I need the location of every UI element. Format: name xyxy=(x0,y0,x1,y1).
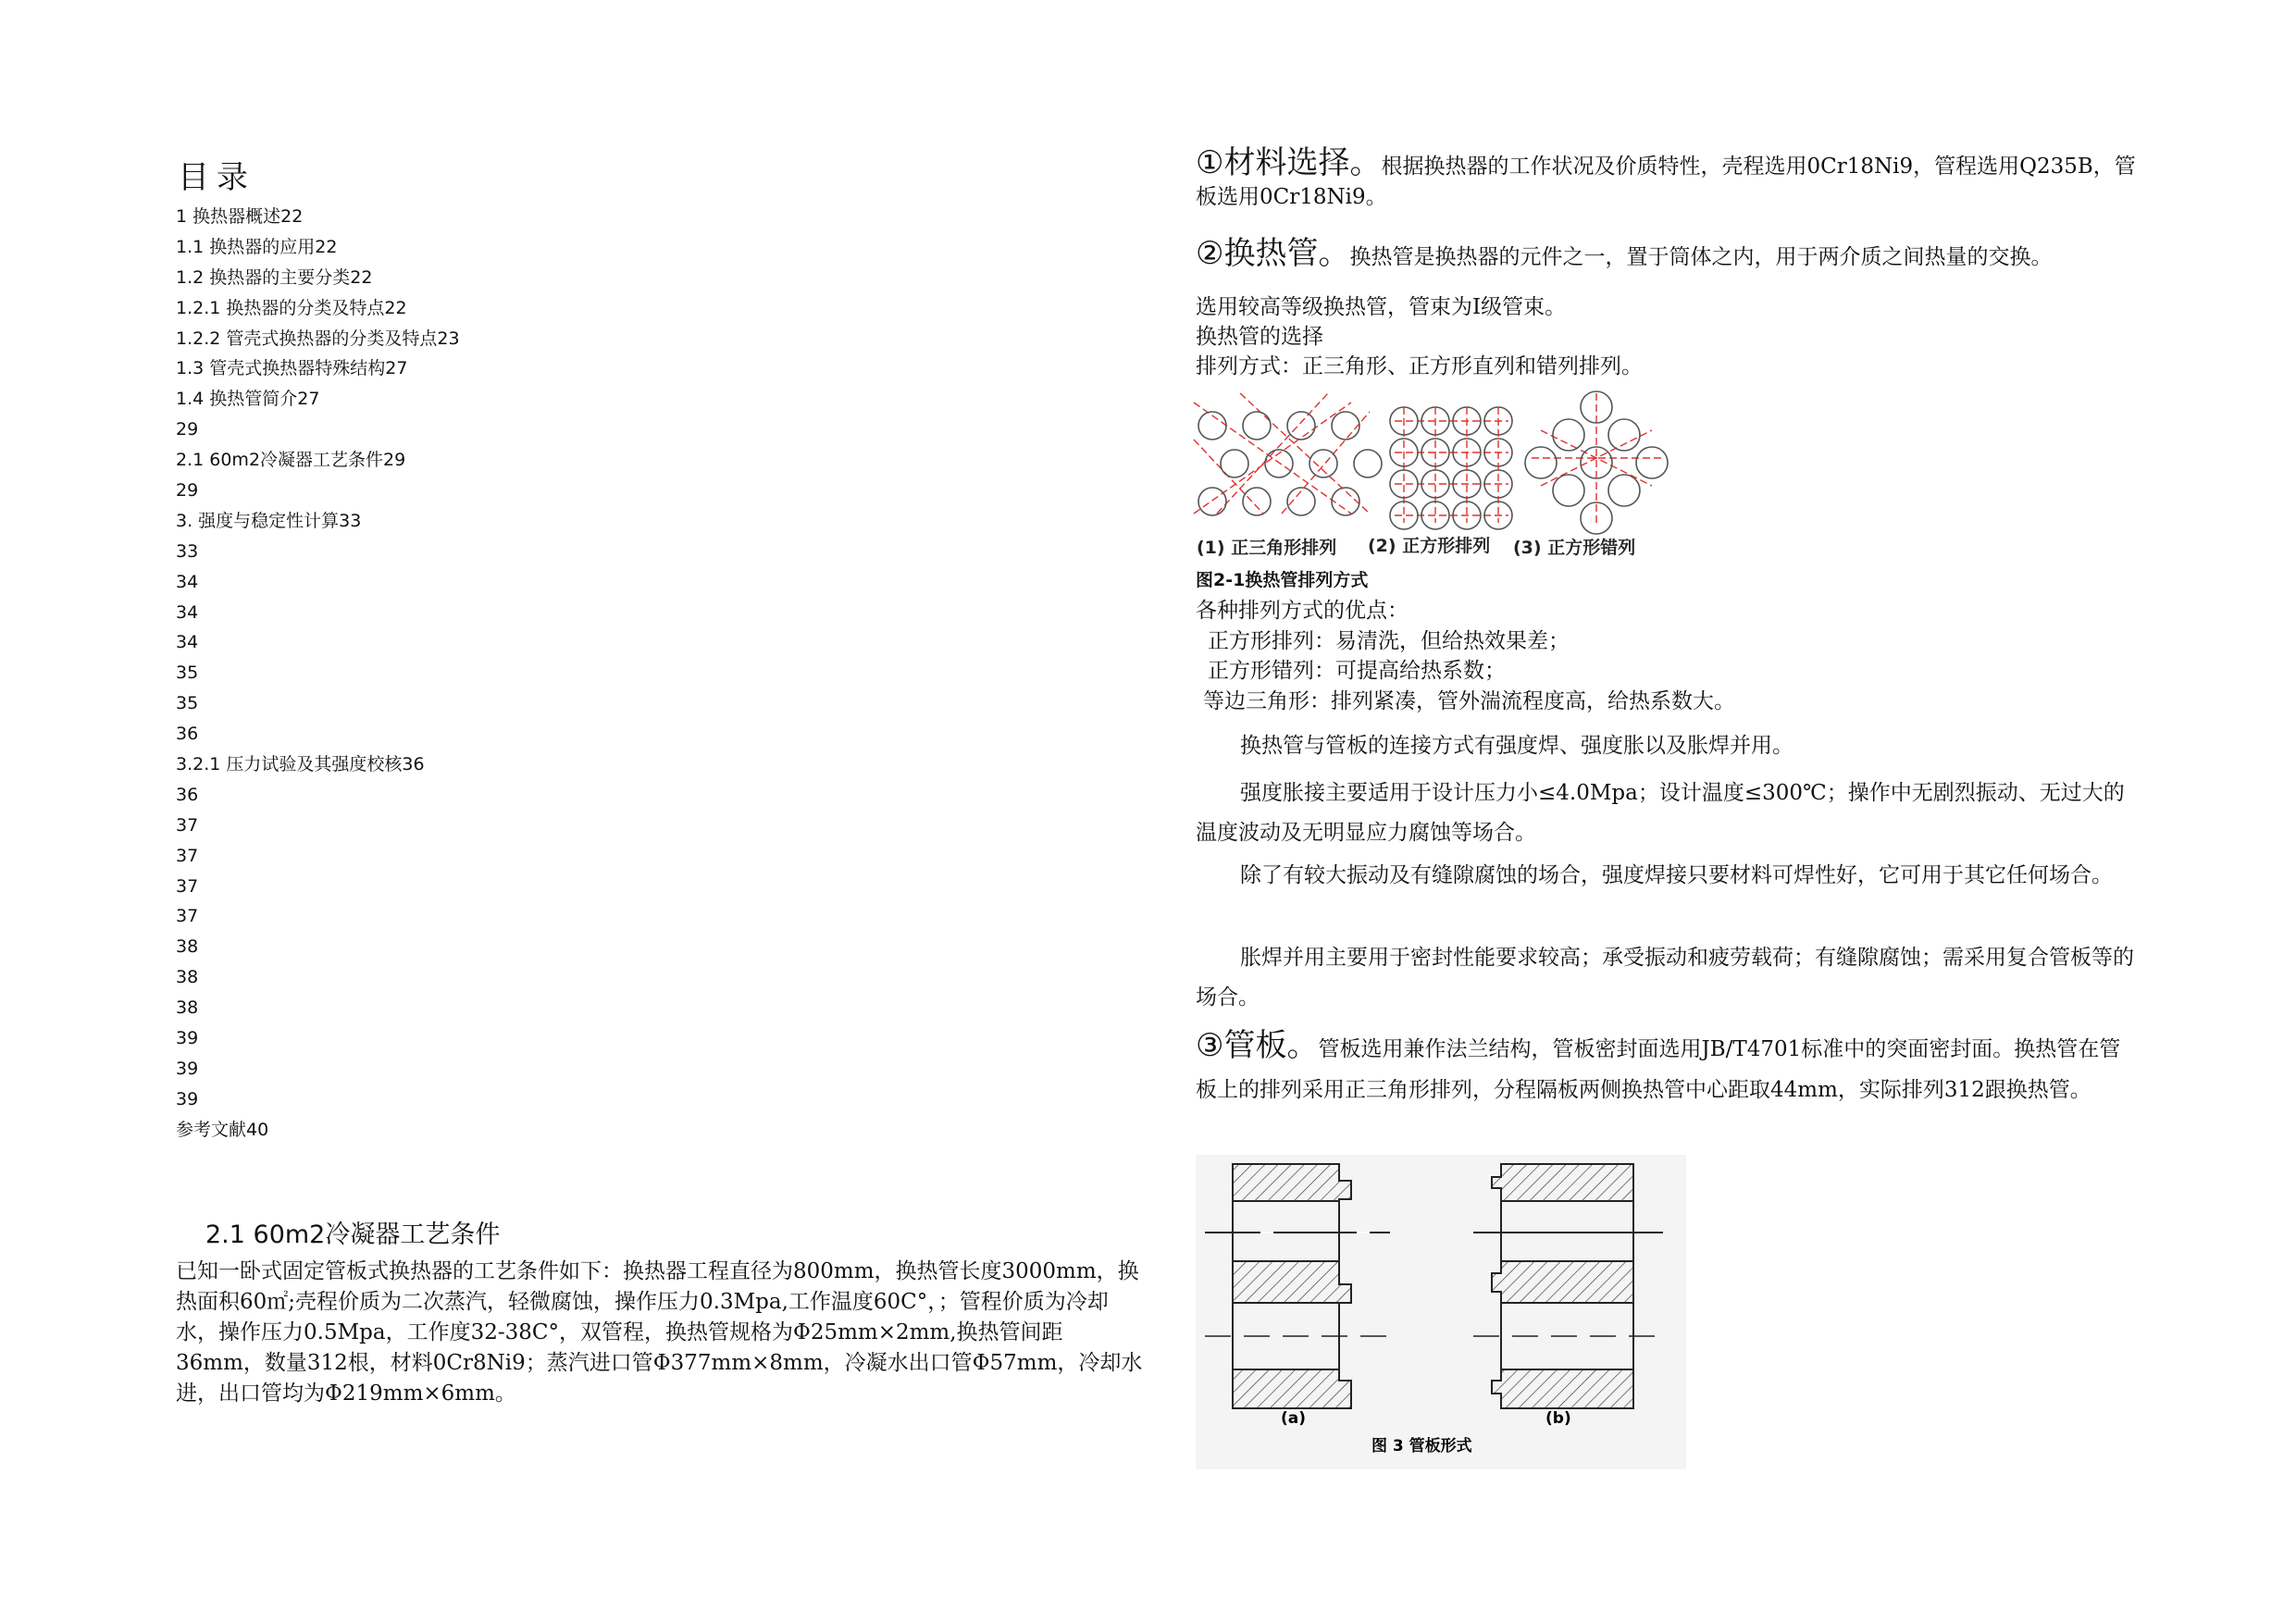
tube-circle xyxy=(1287,412,1315,440)
fig3-label-a: (a) xyxy=(1281,1409,1307,1428)
tube-circle xyxy=(1198,488,1226,515)
tube-arrangement-figure xyxy=(1189,384,1670,569)
toc-item: 35 xyxy=(176,693,199,714)
tube-circle xyxy=(1390,502,1418,529)
tube-grade-line: 选用较高等级换热管，管束为Ⅰ级管束。 xyxy=(1196,295,1567,319)
toc-item: 1.2 换热器的主要分类22 xyxy=(176,266,373,288)
tube-paragraph xyxy=(1196,235,2140,273)
toc-item: 1 换热器概述22 xyxy=(176,206,304,227)
toc-item: 37 xyxy=(176,814,199,836)
welding-paragraph: 除了有较大振动及有缝隙腐蚀的场合，强度焊接只要材料可焊性好，它可用于其它任何场合。 xyxy=(1240,863,2113,887)
toc-item: 1.4 换热管简介27 xyxy=(176,389,320,410)
tubesheet-figure xyxy=(1196,1155,1686,1469)
advantage-item: 等边三角形：排列紧凑，管外湍流程度高，给热系数大。 xyxy=(1203,689,1735,713)
tube-circle xyxy=(1525,447,1557,478)
toc-item: 39 xyxy=(176,1088,199,1109)
toc-title: 目录 xyxy=(178,159,255,196)
toc-item: 38 xyxy=(176,967,199,988)
toc-item: 1.2.2 管壳式换热器的分类及特点23 xyxy=(176,328,460,349)
advantage-item: 正方形排列：易清洗，但给热效果差； xyxy=(1208,629,1570,653)
tube-circle xyxy=(1309,450,1337,477)
toc-item: 39 xyxy=(176,1058,199,1079)
fig1-label-2: (2) 正方形排列 xyxy=(1368,536,1491,556)
material-selection-heading: ①材料选择。 xyxy=(1196,144,1382,181)
toc-item: 2.1 60m2冷凝器工艺条件29 xyxy=(176,450,406,471)
toc-list xyxy=(176,202,824,1146)
tube-heading: ②换热管。 xyxy=(1196,235,1350,272)
toc-item: 35 xyxy=(176,663,199,684)
weld-expand-paragraph: 胀焊并用主要用于密封性能要求较高；承受振动和疲劳载荷；有缝隙腐蚀；需采用复合管板等的场合。 xyxy=(1196,946,2134,1010)
toc-item: 34 xyxy=(176,601,199,623)
triangular-pattern-diagram xyxy=(1194,393,1382,515)
pitch-line xyxy=(1282,412,1370,514)
toc-item: 29 xyxy=(176,419,199,440)
tube-circle xyxy=(1553,475,1584,506)
toc-item: 37 xyxy=(176,906,199,927)
tubesheet-text: 管板选用兼作法兰结构，管板密封面选用JB/T4701标准中的突面密封面。换热管在管板上的排列采用正三角形排列，分程隔板两侧换热管中心距取44mm，实际排列312跟换热管。 xyxy=(1196,1037,2121,1102)
section-2-1-text: 已知一卧式固定管板式换热器的工艺条件如下：换热器工程直径为800mm，换热管长度3000mm，换热面积60㎡;壳程价质为二次蒸汽，轻微腐蚀，操作压力0.3Mpa,工作温度60C°，；管程价质为冷却水，操作压力0.5Mpa，工作度32-38C°，双管程，换热管规格为Φ25mm×2mm,换热管间距36mm，数量312根，材料0Cr8Ni9；蒸汽进口管Φ377mm×8mm，冷凝水出口管Φ57mm，冷却水进，出口管均为Φ219mm×6mm。 xyxy=(176,1259,1143,1406)
tube-text: 换热管是换热器的元件之一，置于筒体之内，用于两介质之间热量的交换。 xyxy=(1349,245,2053,269)
toc-item: 34 xyxy=(176,632,199,653)
fig3-caption: 图 3 管板形式 xyxy=(1371,1437,1472,1456)
advantages-title: 各种排列方式的优点： xyxy=(1196,599,1409,623)
toc-item: 38 xyxy=(176,936,199,958)
toc-item: 3.2.1 压力试验及其强度校核36 xyxy=(176,754,425,775)
connection-paragraph: 换热管与管板的连接方式有强度焊、强度胀以及胀焊并用。 xyxy=(1240,734,1793,758)
rotated-square-pattern-diagram xyxy=(1525,391,1668,534)
tube-circle xyxy=(1243,488,1271,515)
advantage-item: 正方形错列：可提高给热系数； xyxy=(1208,659,1506,683)
tube-circle xyxy=(1608,475,1640,506)
arrangement-line: 排列方式：正三角形、正方形直列和错列排列。 xyxy=(1196,354,1643,378)
toc-item: 参考文献40 xyxy=(176,1119,269,1140)
fig1-label-3: (3) 正方形错列 xyxy=(1513,538,1636,558)
tube-selection-line: 换热管的选择 xyxy=(1196,325,1323,349)
toc-item: 34 xyxy=(176,571,199,592)
toc-item: 3. 强度与稳定性计算33 xyxy=(176,510,362,531)
toc-item: 1.2.1 换热器的分类及特点22 xyxy=(176,297,407,318)
fig3-label-b: (b) xyxy=(1545,1409,1571,1428)
expansion-paragraph: 强度胀接主要适用于设计压力小≤4.0Mpa；设计温度≤300℃；操作中无剧烈振动、无过大的温度波动及无明显应力腐蚀等场合。 xyxy=(1196,781,2125,845)
square-pattern-diagram xyxy=(1390,407,1512,529)
material-selection-text: 根据换热器的工作状况及价质特性，壳程选用0Cr18Ni9，管程选用Q235B，管板选用0Cr18Ni9。 xyxy=(1196,155,2136,209)
material-selection-paragraph xyxy=(1196,144,2140,213)
tubesheet-heading: ③管板。 xyxy=(1196,1027,1319,1064)
tube-circle xyxy=(1553,419,1584,451)
section-2-1-title: 2.1 60m2冷凝器工艺条件 xyxy=(205,1220,501,1249)
tube-circle xyxy=(1221,450,1248,477)
tube-circle xyxy=(1636,447,1668,478)
pitch-line xyxy=(1217,393,1328,514)
toc-item: 39 xyxy=(176,1028,199,1049)
toc-item: 1.3 管壳式换热器特殊结构27 xyxy=(176,358,408,379)
toc-item: 38 xyxy=(176,997,199,1019)
tube-circle xyxy=(1332,412,1359,440)
fig1-label-1: (1) 正三角形排列 xyxy=(1197,538,1337,558)
tube-circle xyxy=(1608,419,1640,451)
tubesheet-paragraph xyxy=(1196,1025,2140,1110)
fig1-caption: 图2-1换热管排列方式 xyxy=(1196,570,1369,590)
toc-item: 1.1 换热器的应用22 xyxy=(176,236,338,257)
toc-item: 37 xyxy=(176,875,199,897)
toc-item: 29 xyxy=(176,480,199,502)
tube-circle xyxy=(1354,450,1382,477)
toc-item: 37 xyxy=(176,845,199,866)
tube-circle xyxy=(1243,412,1271,440)
toc-item: 33 xyxy=(176,540,199,562)
toc-item: 36 xyxy=(176,784,199,805)
toc-item: 36 xyxy=(176,724,199,745)
